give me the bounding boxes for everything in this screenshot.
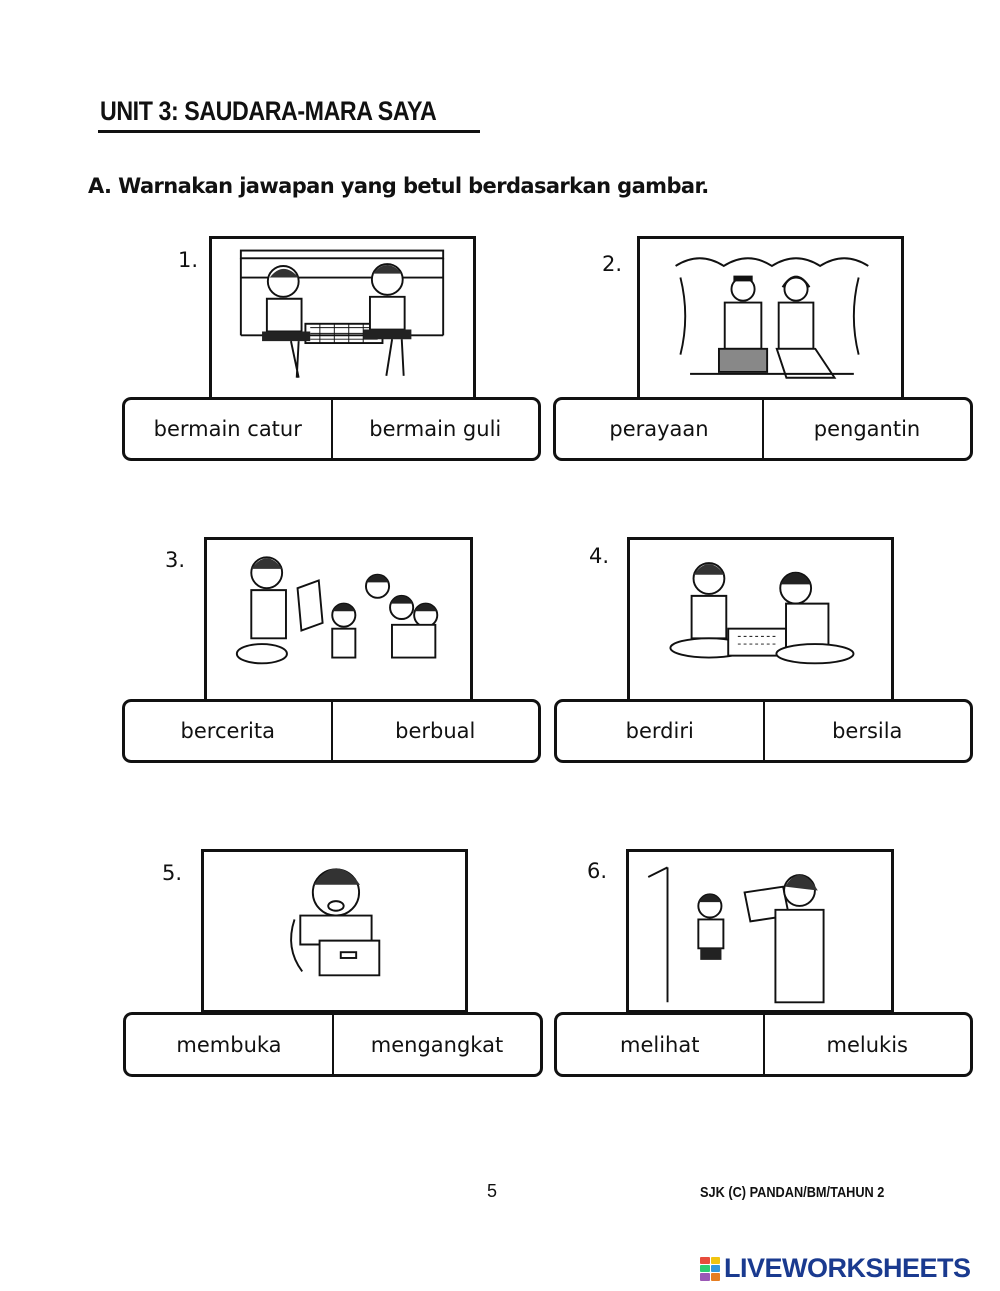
answer-box — [123, 1012, 543, 1077]
title-underline — [98, 130, 480, 133]
answer-box — [554, 699, 973, 763]
page-number: 5 — [487, 1181, 498, 1201]
question-number: 1. — [178, 248, 199, 272]
question-number: 6. — [587, 859, 608, 883]
option-membuka[interactable]: membuka — [176, 1032, 282, 1057]
option-bermain-guli[interactable]: bermain guli — [331, 400, 539, 458]
children-playing-chess-icon — [209, 236, 476, 400]
answer-box — [554, 1012, 973, 1077]
option-berbual[interactable]: berbual — [331, 702, 539, 760]
liveworksheets-icon — [700, 1257, 720, 1281]
instruction-text: A. Warnakan jawapan yang betul berdasarkan gambar. — [88, 174, 709, 198]
answer-box — [122, 699, 541, 763]
option-perayaan[interactable]: perayaan — [609, 417, 709, 441]
question-number: 3. — [165, 548, 186, 572]
page-title: UNIT 3: SAUDARA-MARA SAYA — [100, 96, 437, 126]
option-berdiri[interactable]: berdiri — [625, 719, 694, 743]
option-mengangkat[interactable]: mengangkat — [332, 1015, 540, 1074]
option-bersila[interactable]: bersila — [763, 702, 971, 760]
question-number: 5. — [162, 861, 183, 885]
bride-and-groom-icon — [637, 236, 904, 400]
answer-box — [553, 397, 973, 461]
option-bermain-catur[interactable]: bermain catur — [153, 417, 302, 441]
question-number: 2. — [602, 252, 623, 276]
boy-lifting-box-icon — [201, 849, 468, 1013]
question-number: 4. — [589, 544, 610, 568]
option-bercerita[interactable]: bercerita — [180, 719, 275, 743]
brand-name: LIVEWORKSHEETS — [724, 1253, 971, 1283]
option-pengantin[interactable]: pengantin — [762, 400, 970, 458]
option-melukis[interactable]: melukis — [763, 1015, 971, 1074]
answer-box — [122, 397, 541, 461]
option-melihat[interactable]: melihat — [620, 1032, 700, 1057]
school-code: SJK (C) PANDAN/BM/TAHUN 2 — [700, 1184, 885, 1201]
brand-logo[interactable] — [700, 1253, 971, 1284]
children-sitting-playing-icon — [627, 537, 894, 702]
mother-showing-picture-icon — [626, 849, 894, 1013]
teacher-reading-story-icon — [204, 537, 473, 702]
